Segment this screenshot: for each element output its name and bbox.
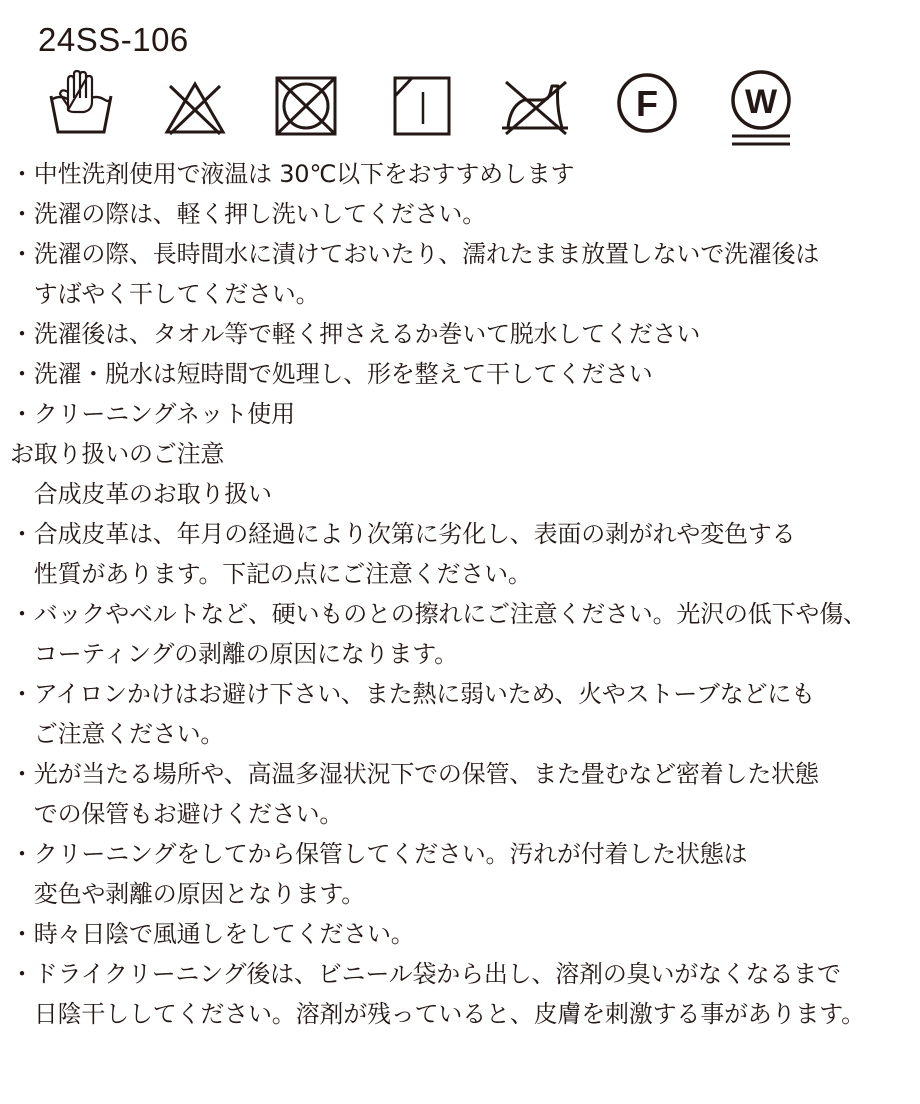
dry-clean-f-icon bbox=[614, 70, 680, 140]
text-line: ・洗濯・脱水は短時間で処理し、形を整えて干してください bbox=[10, 360, 653, 388]
text-line: 日陰干ししてください。溶剤が残っていると、皮膚を刺激する事があります。 bbox=[10, 1000, 865, 1028]
care-symbols-row bbox=[0, 70, 920, 152]
text-line: ・洗濯の際は、軽く押し洗いしてください。 bbox=[10, 200, 486, 228]
product-code: 24SS-106 bbox=[38, 21, 189, 58]
text-line: ・洗濯の際、長時間水に漬けておいたり、濡れたまま放置しないで洗濯後は bbox=[10, 240, 820, 268]
text-line: ・洗濯後は、タオル等で軽く押さえるか巻いて脱水してください bbox=[10, 320, 701, 348]
text-line: コーティングの剥離の原因になります。 bbox=[10, 640, 458, 668]
text-line: ・バックやベルトなど、硬いものとの擦れにご注意ください。光沢の低下や傷、 bbox=[10, 600, 867, 628]
no-tumble-dry-icon bbox=[274, 70, 340, 140]
wet-clean-letter: W bbox=[744, 83, 778, 121]
section-heading: お取り扱いのご注意 bbox=[10, 440, 225, 468]
subsection-heading: 合成皮革のお取り扱い bbox=[10, 480, 272, 508]
text-line: すばやく干してください。 bbox=[10, 280, 320, 308]
drip-dry-icon bbox=[392, 70, 458, 140]
dry-clean-letter: F bbox=[636, 83, 658, 124]
no-iron-icon bbox=[500, 70, 572, 140]
text-line: 変色や剥離の原因となります。 bbox=[10, 880, 366, 908]
text-line: での保管もお避けください。 bbox=[10, 800, 344, 828]
no-bleach-icon bbox=[162, 70, 228, 140]
text-line: ・クリーニングをしてから保管してください。汚れが付着した状態は bbox=[10, 840, 748, 868]
hand-wash-icon bbox=[48, 70, 114, 140]
text-line: ・中性洗剤使用で液温は 30℃以下をおすすめします bbox=[10, 160, 575, 188]
text-line: ・合成皮革は、年月の経過により次第に劣化し、表面の剥がれや変色する bbox=[10, 520, 796, 548]
text-line: ・クリーニングネット使用 bbox=[10, 400, 295, 428]
text-line: ・ドライクリーニング後は、ビニール袋から出し、溶剤の臭いがなくなるまで bbox=[10, 960, 841, 988]
wet-clean-w-icon bbox=[728, 70, 794, 152]
text-line: ・アイロンかけはお避け下さい、また熱に弱いため、火やストーブなどにも bbox=[10, 680, 815, 708]
care-instructions-text bbox=[10, 154, 915, 1034]
text-line: ・時々日陰で風通しをしてください。 bbox=[10, 920, 415, 948]
text-line: ・光が当たる場所や、高温多湿状況下での保管、また畳むなど密着した状態 bbox=[10, 760, 819, 788]
text-line: ご注意ください。 bbox=[10, 720, 225, 748]
text-line: 性質があります。下記の点にご注意ください。 bbox=[10, 560, 532, 588]
